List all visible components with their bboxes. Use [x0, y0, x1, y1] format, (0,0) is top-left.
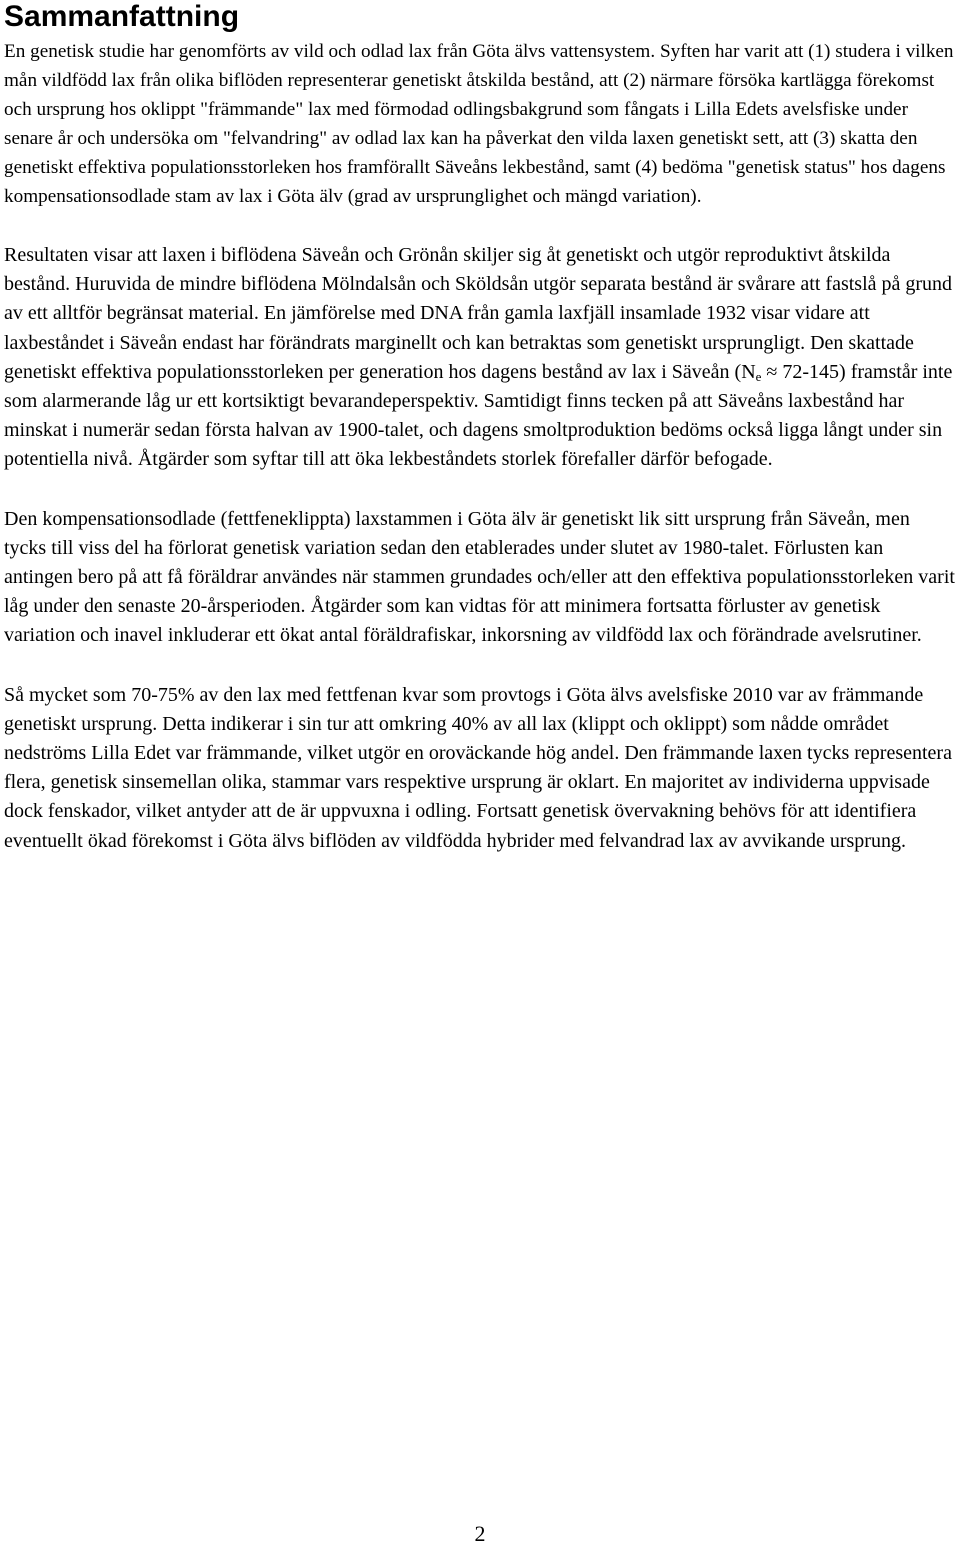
- paragraph-aims: En genetisk studie har genomförts av vild och odlad lax från Göta älvs vattensystem. Syften har varit att (1) studera i vilken mån vildfödd lax från olika biflöden representerar genetiskt åtskilda bestånd, att (2) närmare försöka kartlägga förekomst och ursprung hos oklippt "främmande" lax med förmodad odlingsbakgrund som fångats i Lilla Edets avelsfiske under senare år och undersöka om "felvandring" av odlad lax kan ha påverkat den vilda laxen genetiskt sett, att (3) skatta den genetiskt effektiva populationsstorleken hos framförallt Säveåns lekbestånd, samt (4) bedöma "genetisk status" hos dagens kompensationsodlade stam av lax i Göta älv (grad av ursprunglighet och mängd variation).: [4, 41, 954, 207]
- paragraph-results-part-2: ≈ 72-145) framstår inte som alarmerande låg ur ett kortsiktigt bevarandeperspektiv. Samtidigt finns tecken på att Säveåns laxbestånd har minskat i numerär sedan första halvan av 1900-talet, och dagens smoltproduktion bedöms också ligga långt under sin potentiella nivå. Åtgärder som syftar till att öka lekbeståndets storlek förefaller därför befogade.: [4, 360, 953, 471]
- paragraph-hatchery-stock: Den kompensationsodlade (fettfeneklippta) laxstammen i Göta älv är genetiskt lik sitt ursprung från Säveån, men tycks till viss del ha förlorat genetisk variation sedan den etablerades under slutet av 1980-talet. Förlusten kan antingen bero på att få föräldrar användes när stammen grundades och/eller att den effektiva populationsstorleken varit låg under den senaste 20-årsperioden. Åtgärder som kan vidtas för att minimera fortsatta förluster av genetisk variation och inavel inkluderar ett ökat antal föräldrafiskar, inkorsning av vildfödd lax och förändrade avelsrutiner.: [4, 507, 955, 647]
- paragraph-results: [4, 241, 956, 475]
- ne-subscript: e: [755, 368, 762, 384]
- page-number: 2: [474, 1521, 486, 1546]
- paragraph-results-part-1: Resultaten visar att laxen i biflödena Säveån och Grönån skiljer sig åt genetiskt och utgör reproduktivt åtskilda bestånd. Huruvida de mindre biflödena Mölndalsån och Sköldsån utgör separata bestånd är svårare att fastslå på grund av ett alltför begränsat material. En jämförelse med DNA från gamla laxfjäll insamlade 1932 visar vidare att laxbeståndet i Säveån endast har förändrats marginellt och kan betraktas som genetiskt ursprungligt. Den skattade genetiskt effektiva populationsstorleken per generation hos dagens bestånd av lax i Säveån (N: [4, 244, 953, 383]
- section-heading: Sammanfattning: [4, 0, 240, 33]
- paragraph-foreign-salmon: Så mycket som 70-75% av den lax med fettfenan kvar som provtogs i Göta älvs avelsfiske 2010 var av främmande genetiskt ursprung. Detta indikerar i sin tur att omkring 40% av all lax (klippt och oklippt) som nådde området nedströms Lilla Edet var främmande, vilket utgör en oroväckande hög andel. Den främmande laxen tycks representera flera, genetisk sinsemellan olika, stammar vars respektive ursprung är oklart. En majoritet av individerna uppvisade dock fenskador, vilket antyder att de är uppvuxna i odling. Fortsatt genetisk övervakning behövs för att identifiera eventuellt ökad förekomst i Göta älvs biflöden av vildfödda hybrider med felvandrad lax av avvikande ursprung.: [4, 683, 952, 852]
- document-page: [4, 0, 956, 856]
